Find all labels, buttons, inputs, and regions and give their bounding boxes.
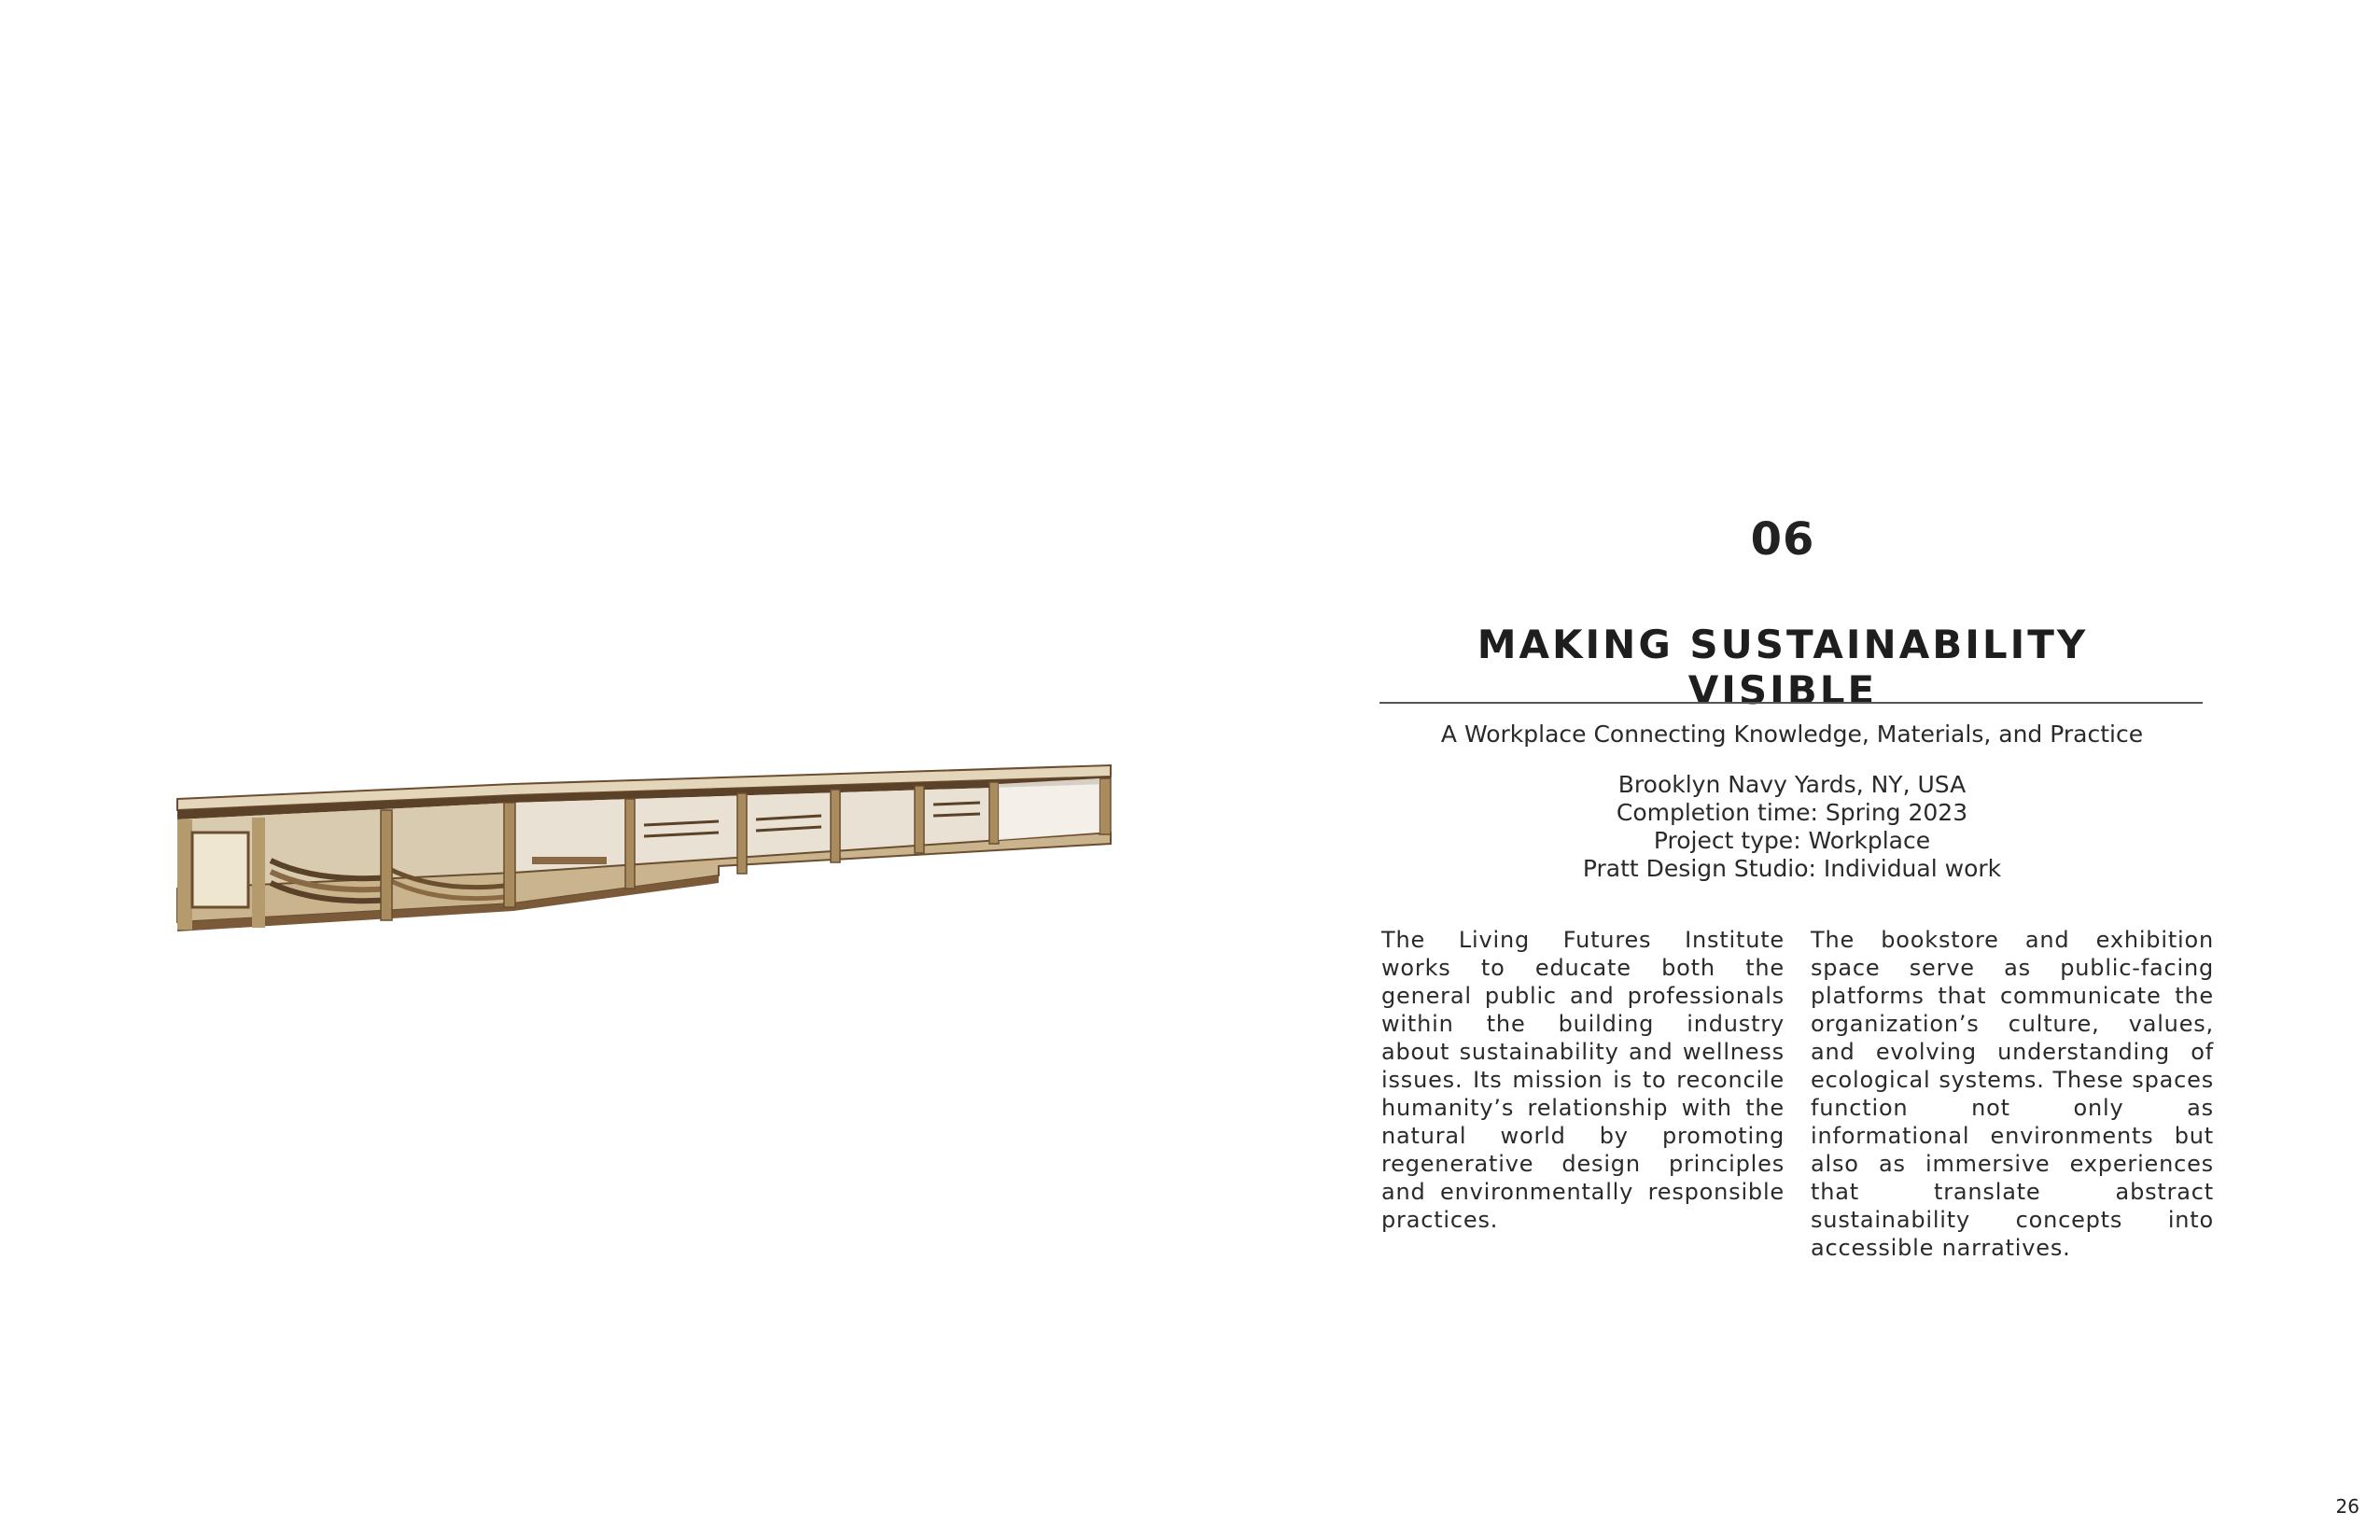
- meta-location: Brooklyn Navy Yards, NY, USA: [1617, 771, 1967, 798]
- title-divider: [1379, 702, 2203, 704]
- meta-type: Project type: Workplace: [1653, 827, 1931, 854]
- project-title: MAKING SUSTAINABILITY VISIBLE: [1477, 622, 2089, 713]
- project-meta: [1381, 771, 2203, 883]
- page-number: 26: [2335, 1495, 2359, 1518]
- project-subtitle: A Workplace Connecting Knowledge, Materials, and Practice: [1440, 721, 2144, 748]
- architectural-model-photo: [159, 747, 1129, 989]
- meta-studio: Pratt Design Studio: Individual work: [1582, 855, 2002, 882]
- meta-completion: Completion time: Spring 2023: [1616, 799, 1968, 826]
- project-number: 06: [1750, 513, 1815, 566]
- body-text-right: The bookstore and exhibition space serve as public-facing platforms that communicate the organization’s culture, values, and evolving understanding of ecological systems. These spaces function not only as informational environments but also as immersive experiences that translate abstract sustainability concepts into accessible narratives.: [1811, 927, 2214, 1261]
- body-text-left: The Living Futures Institute works to educate both the general public and professionals within the building industry about sustainability and wellness issues. Its mission is to reconcile humanity’s relationship with the natural world by promoting regenerative design principles and environmentally responsible practices.: [1381, 927, 1785, 1233]
